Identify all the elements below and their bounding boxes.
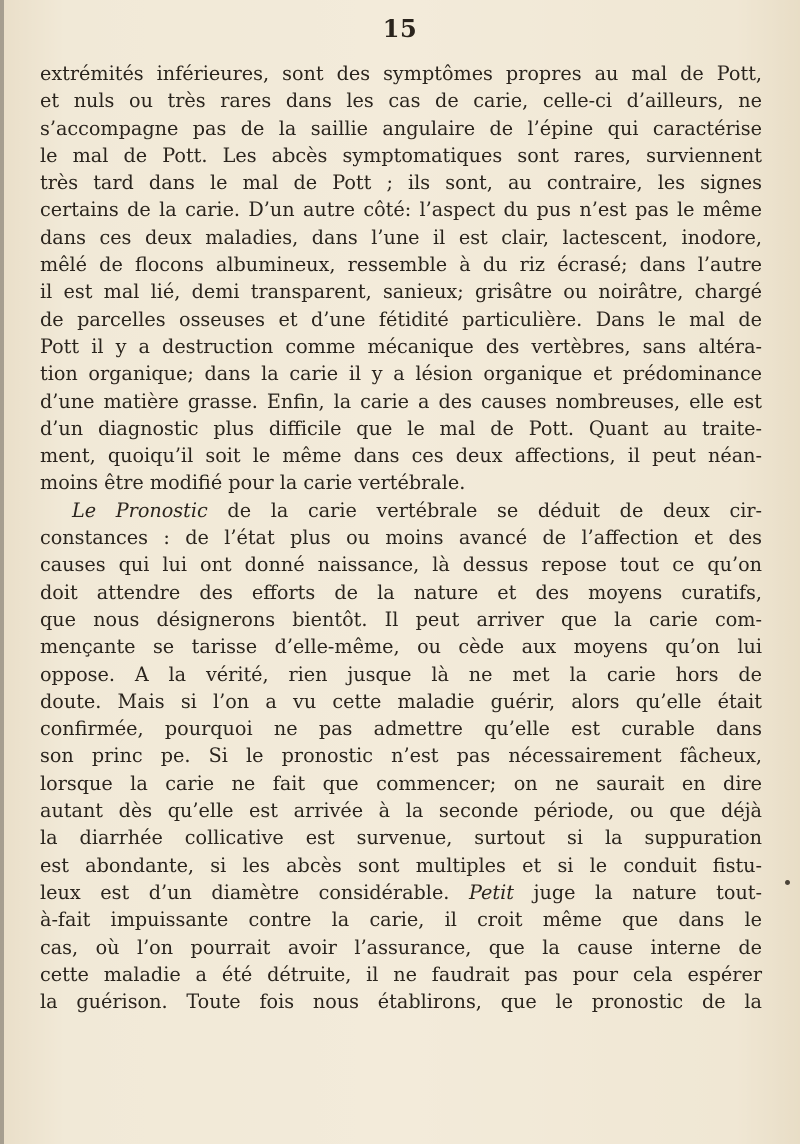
- text-line-12: tion organique; dans la carie il y a lésion organique et prédominance: [40, 362, 762, 386]
- text-line-9: il est mal lié, demi transparent, sanieux; grisâtre ou noirâtre, chargé: [40, 280, 762, 304]
- text-line-19: causes qui lui ont donné naissance, là dessus repose tout ce qu’on: [40, 553, 762, 577]
- page-number: 15: [382, 14, 418, 43]
- text-line-15: ment, quoiqu’il soit le même dans ces deux affections, il peut néan-: [40, 444, 762, 468]
- text-line-14: d’un diagnostic plus difficile que le mal de Pott. Quant au traite-: [40, 416, 762, 440]
- text-line-31: leux est d’un diamètre considérable. Petit juge la nature tout-: [40, 880, 762, 904]
- text-line-24: doute. Mais si l’on a vu cette maladie guérir, alors qu’elle était: [40, 689, 762, 713]
- text-line-5: très tard dans le mal de Pott ; ils sont, au contraire, les signes: [40, 171, 762, 195]
- author-name-petit: Petit: [468, 880, 514, 904]
- text-line-8: mêlé de flocons albumineux, ressemble à du riz écrasé; dans l’autre: [40, 253, 762, 277]
- page-binding-edge: [0, 0, 4, 1144]
- text-line-16: moins être modifié pour la carie vertébrale.: [40, 471, 466, 495]
- text-line-13: d’une matière grasse. Enfin, la carie a des causes nombreuses, elle est: [40, 389, 762, 413]
- text-line-27: lorsque la carie ne fait que commencer; on ne saurait en dire: [40, 771, 762, 795]
- text-line-6: certains de la carie. D’un autre côté: l’aspect du pus n’est pas le même: [40, 198, 762, 222]
- section-heading-pronostic: Le Pronostic: [72, 498, 208, 522]
- text-line-11: Pott il y a destruction comme mécanique des vertèbres, sans altéra-: [40, 334, 762, 358]
- text-line-7: dans ces deux maladies, dans l’une il est clair, lactescent, inodore,: [40, 225, 762, 249]
- text-line-30: est abondante, si les abcès sont multiples et si le conduit fistu-: [40, 853, 762, 877]
- text-line-10: de parcelles osseuses et d’une fétidité particulière. Dans le mal de: [40, 307, 762, 331]
- text-line-22: mençante se tarisse d’elle-même, ou cède aux moyens qu’on lui: [40, 635, 762, 659]
- margin-ink-dot: [785, 880, 790, 885]
- text-line-33: cas, où l’on pourrait avoir l’assurance, que la cause interne de: [40, 935, 762, 959]
- text-line-17: Le Pronostic de la carie vertébrale se déduit de deux cir-: [72, 498, 763, 522]
- text-line-21: que nous désignerons bientôt. Il peut arriver que la carie com-: [40, 607, 762, 631]
- text-line-35: la guérison. Toute fois nous établirons, que le pronostic de la: [40, 990, 762, 1014]
- text-line-3: s’accompagne pas de la saillie angulaire de l’épine qui caractérise: [40, 116, 762, 140]
- text-line-29: la diarrhée collicative est survenue, surtout si la suppuration: [40, 826, 762, 850]
- text-line-26: son princ pe. Si le pronostic n’est pas nécessairement fâcheux,: [40, 744, 762, 768]
- body-text: [40, 60, 762, 1015]
- text-line-28: autant dès qu’elle est arrivée à la seconde période, ou que déjà: [40, 799, 762, 823]
- text-line-20: doit attendre des efforts de la nature et des moyens curatifs,: [40, 580, 762, 604]
- text-line-25: confirmée, pourquoi ne pas admettre qu’elle est curable dans: [40, 717, 762, 741]
- text-line-2: et nuls ou très rares dans les cas de carie, celle-ci d’ailleurs, ne: [40, 89, 762, 113]
- text-line-18: constances : de l’état plus ou moins avancé de l’affection et des: [40, 526, 762, 550]
- text-line-34: cette maladie a été détruite, il ne faudrait pas pour cela espérer: [40, 962, 762, 986]
- text-line-1: extrémités inférieures, sont des symptômes propres au mal de Pott,: [40, 62, 762, 85]
- text-line-23: oppose. A la vérité, rien jusque là ne met la carie hors de: [40, 662, 762, 686]
- text-line-4: le mal de Pott. Les abcès symptomatiques sont rares, surviennent: [40, 143, 762, 167]
- text-line-32: à-fait impuissante contre la carie, il croit même que dans le: [40, 908, 762, 932]
